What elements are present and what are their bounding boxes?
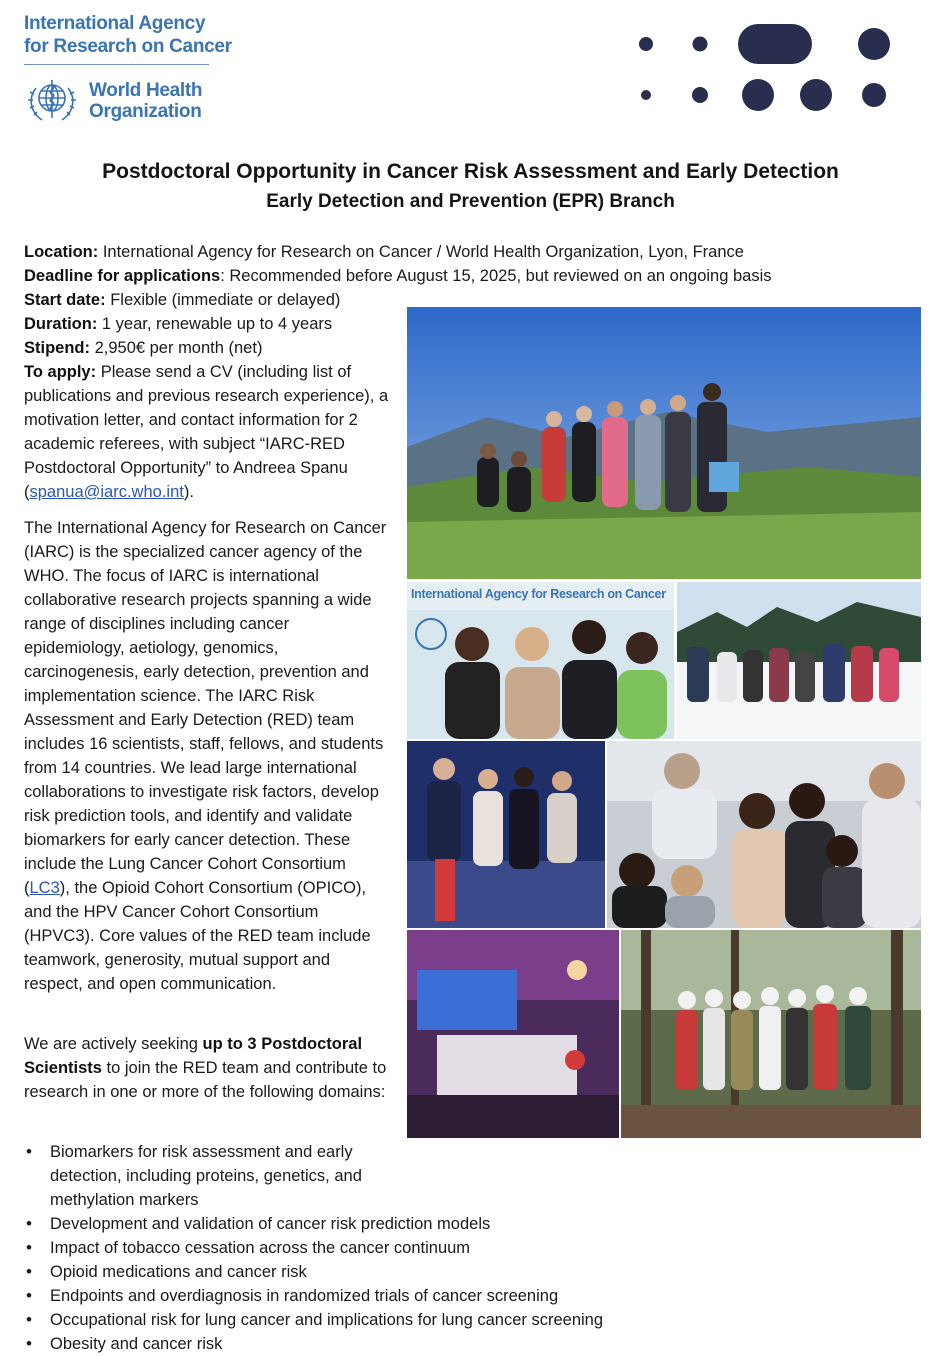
list-item: • Endpoints and overdiagnosis in randomized trials of cancer screening [24,1284,924,1308]
who-emblem-icon [24,74,80,126]
apply-end: ). [183,483,194,501]
duration-label: Duration: [24,315,98,333]
location-value: International Agency for Research on Cancer / World Health Organization, Lyon, France [98,243,744,261]
list-item: • Biomarkers for risk assessment and early detection, including proteins, genetics, and methylation markers [24,1140,380,1212]
contact-email-link[interactable]: spanua@iarc.who.int [29,483,184,501]
iarc-name-line2: for Research on Cancer [24,36,232,57]
lc3-link[interactable]: LC3 [29,879,60,897]
start-date-line [24,288,392,312]
deadline-label: Deadline for applications [24,267,221,285]
seeking-text-1: We are actively seeking [24,1035,203,1053]
stipend-label: Stipend: [24,339,90,357]
who-name-line1: World Health [89,80,203,101]
about-paragraph [24,516,392,996]
iarc-colleagues-photo [407,582,674,739]
ski-trip-photo [677,582,921,739]
start-date-value: Flexible (immediate or delayed) [105,291,341,309]
adventure-park-photo [621,930,921,1138]
location-label: Location: [24,243,99,261]
list-item: • Impact of tobacco cessation across the cancer continuum [24,1236,924,1260]
list-item: • Occupational risk for lung cancer and implications for lung cancer screening [24,1308,924,1332]
photo-banner-text: International Agency for Research on Cancer [411,587,666,601]
list-item: • Development and validation of cancer risk prediction models [24,1212,924,1236]
list-item: • Opioid medications and cancer risk [24,1260,924,1284]
apply-text: Please send a CV (including list of publications and previous research experience), a motivation letter, and contact information for 2 academic referees, with subject “IARC-RED Postdoctoral Opportunity” to Andreea Spanu ( [24,363,389,501]
duration-line [24,312,392,336]
apply-paragraph [24,360,392,504]
research-domains-list [24,1140,924,1356]
about-text-2: ), the Opioid Cohort Consortium (OPICO), and the HPV Cancer Cohort Consortium (HPVC3). Core values of the RED team include teamwork, generosity, mutual support and respect, and open communication. [24,879,371,993]
deadline-value: : Recommended before August 15, 2025, but reviewed on an ongoing basis [220,267,772,285]
seeking-highlight: up to 3 Postdoctoral Scientists [24,1035,363,1077]
who-logo-text [89,80,202,122]
details-column [24,288,392,504]
location-line [24,240,924,264]
lab-team-photo [607,741,921,928]
stipend-line [24,336,392,360]
deadline-line [24,264,924,288]
presentation-hall-photo [407,930,619,1138]
header-divider [24,64,209,65]
dots-logo-icon [630,20,900,115]
apply-label: To apply: [24,363,97,381]
page-title: Postdoctoral Opportunity in Cancer Risk Assessment and Early Detection [102,160,839,183]
page-subtitle: Early Detection and Prevention (EPR) Branch [266,191,675,212]
iarc-logo-text [24,12,232,58]
mountain-team-photo [407,307,921,579]
start-date-label: Start date: [24,291,106,309]
who-name-line2: Organization [89,101,202,122]
iarc-name-line1: International Agency [24,13,206,34]
seeking-text-2: to join the RED team and contribute to research in one or more of the following domains: [24,1059,387,1101]
stipend-value: 2,950€ per month (net) [90,339,263,357]
conference-group-photo [407,741,605,928]
list-item: • Obesity and cancer risk [24,1332,924,1356]
about-text-1: The International Agency for Research on Cancer (IARC) is the specialized cancer agency of the WHO. The focus of IARC is international collaborative research projects spanning a wide range of disciplines including cancer epidemiology, aetiology, genomics, carcinogenesis, early detection, prevention and implementation science. The IARC Risk Assessment and Early Detection (RED) team includes 16 scientists, staff, fellows, and students from 14 countries. We lead large international collaborations to investigate risk factors, develop risk prediction tools, and identify and validate biomarkers for early cancer detection. These include the Lung Cancer Cohort Consortium ( [24,519,387,897]
duration-value: 1 year, renewable up to 4 years [97,315,333,333]
seeking-paragraph [24,1032,392,1104]
